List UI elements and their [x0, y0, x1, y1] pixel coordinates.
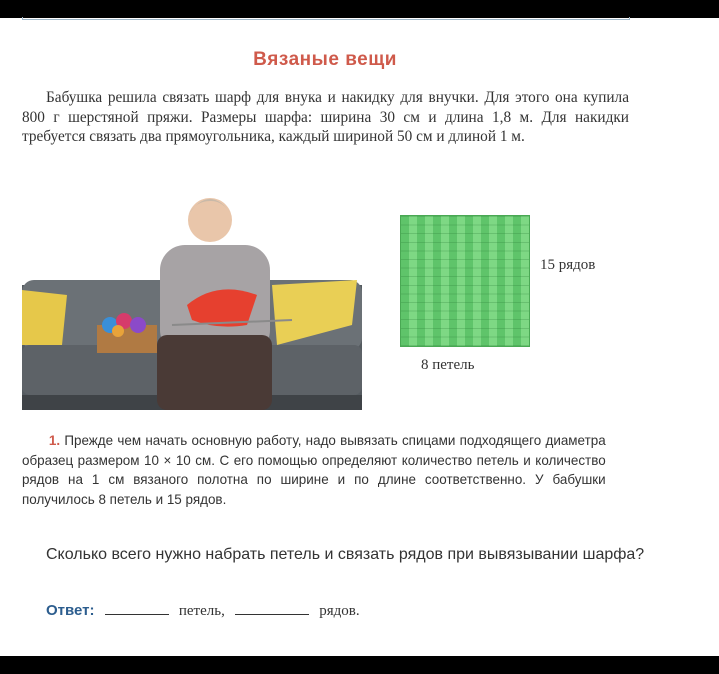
- rows-label: 15 рядов: [540, 257, 596, 273]
- knitted-sample-swatch: [400, 215, 530, 347]
- answer-line: [46, 602, 360, 620]
- top-black-bar: [0, 0, 719, 18]
- intro-paragraph: Бабушка решила связать шарф для внука и накидку для внучки. Для этого она купила 800 г шерстяной пряжи. Размеры шарфа: ширина 30 см и длина 1,8 м. Для накидки требуется связать два прямоугольника, каждый шириной 50 см и длиной 1 м.: [22, 89, 629, 146]
- frame-divider: [22, 17, 630, 20]
- loops-label: 8 петель: [421, 357, 475, 373]
- question: Сколько всего нужно набрать петель и связать рядов при вывязывании шарфа?: [46, 546, 645, 563]
- answer-label: Ответ:: [46, 602, 95, 619]
- grandmother-knitting-photo: [22, 185, 362, 410]
- answer-blank-loops[interactable]: [105, 614, 169, 615]
- bottom-black-bar: [0, 656, 719, 674]
- task-text: Прежде чем начать основную работу, надо вывязать спицами подходящего диаметра образец размером 10 × 10 см. С его помощью определяют количество петель и количество рядов на 1 см вязаного полотна по ширине и по длине соответственно. У бабушки получилось 8 петель и 15 рядов.: [22, 432, 606, 507]
- answer-unit-rows: рядов.: [319, 603, 360, 619]
- answer-unit-loops: петель,: [178, 603, 225, 619]
- answer-blank-rows[interactable]: [235, 614, 309, 615]
- task-number: 1.: [48, 432, 61, 448]
- task-1: [22, 431, 606, 509]
- page-title: Вязаные вещи: [253, 49, 397, 70]
